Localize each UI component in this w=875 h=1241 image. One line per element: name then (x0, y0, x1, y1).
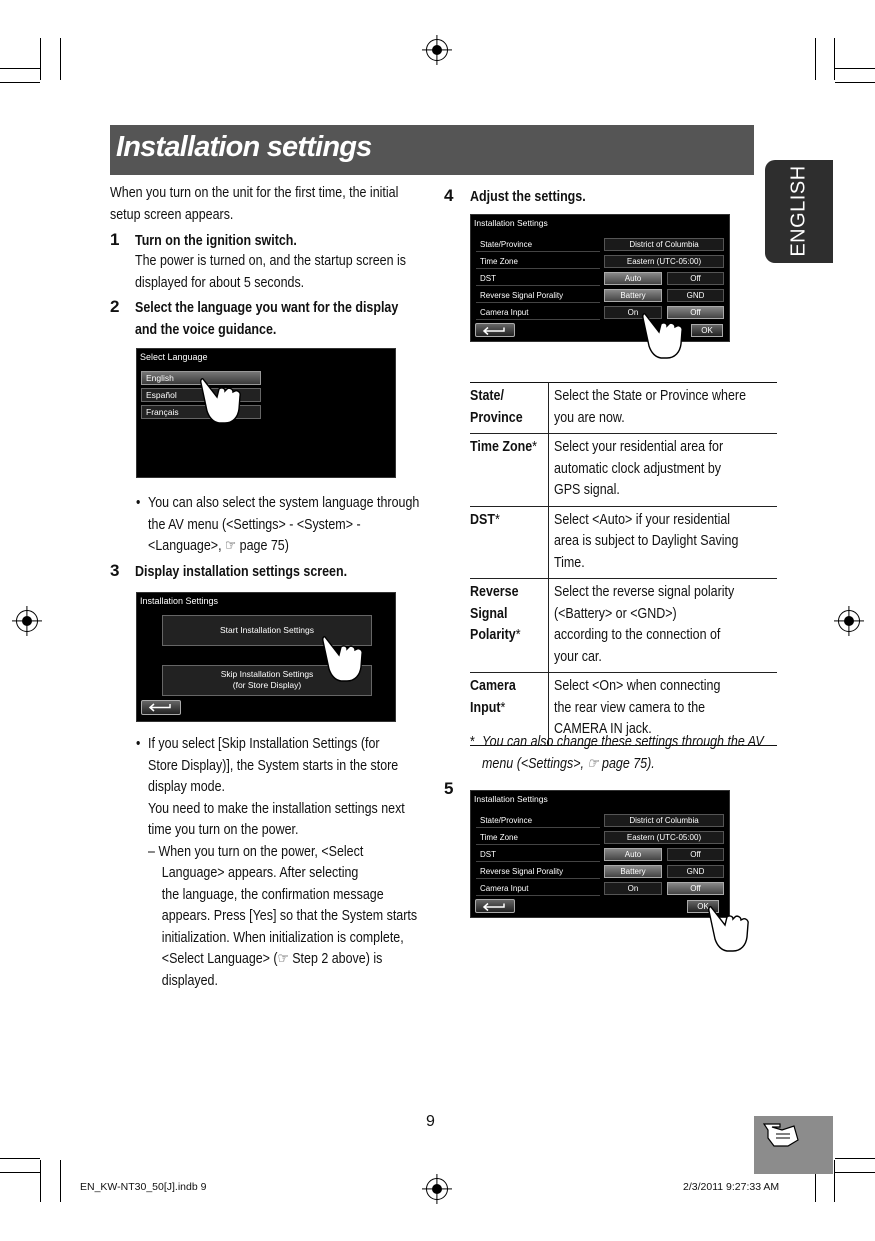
back-button[interactable] (475, 323, 515, 337)
back-arrow-icon (142, 701, 180, 714)
crop-mark (0, 82, 40, 83)
language-option[interactable]: Français (141, 405, 261, 419)
hand-pointer-icon (705, 903, 753, 953)
back-arrow-icon (476, 325, 514, 337)
table-desc: Select <On> when connecting the rear view camera to the CAMERA IN jack. (548, 673, 777, 746)
settings-table (470, 382, 777, 746)
table-desc: Select <Auto> if your residential area is subject to Daylight Saving Time. (548, 506, 777, 579)
crop-mark (60, 1160, 61, 1202)
hand-pointer-icon (197, 375, 245, 425)
step-title: Adjust the settings. (470, 189, 586, 205)
step-number: 5 (444, 779, 454, 798)
settings-screen (470, 214, 730, 342)
table-key: Camera Input* (470, 673, 548, 746)
language-tab (765, 160, 833, 263)
step-number: 4 (444, 186, 454, 205)
registration-mark-icon (426, 1178, 448, 1200)
skip-installation-button[interactable]: Skip Installation Settings (for Store Display) (162, 665, 372, 696)
ok-button[interactable]: OK (691, 324, 723, 337)
table-key: State/ Province (470, 383, 548, 434)
crop-mark (835, 82, 875, 83)
install-start-screen (136, 592, 396, 722)
screen-title: Installation Settings (474, 218, 548, 228)
camera-off-option[interactable]: Off (667, 306, 724, 319)
footer-timestamp: 2/3/2011 9:27:33 AM (683, 1181, 780, 1193)
page-number: 9 (426, 1113, 435, 1130)
table-key: Reverse Signal Polarity* (470, 579, 548, 673)
state-province-value[interactable]: District of Columbia (604, 814, 724, 827)
crop-mark (835, 1158, 875, 1159)
crop-mark (40, 1160, 41, 1202)
setting-row-label: Camera Input (476, 882, 600, 896)
dst-auto-option[interactable]: Auto (604, 272, 662, 285)
setting-row-label: DST (476, 272, 600, 286)
table-key: DST* (470, 506, 548, 579)
setting-row-label: State/Province (476, 238, 600, 252)
page-title-bar (110, 125, 754, 175)
back-arrow-icon (476, 901, 514, 913)
setting-row-label: Time Zone (476, 255, 600, 269)
camera-on-option[interactable]: On (604, 882, 662, 895)
bullet-list: • You can also select the system language through the AV menu (<Settings> - <System> - <Language>, ☞ page 75) (136, 495, 420, 554)
camera-on-option[interactable]: On (604, 306, 662, 319)
back-button[interactable] (475, 899, 515, 913)
crop-mark (0, 68, 40, 69)
bullet-list: • If you select [Skip Installation Settings (for Store Display)], the System starts in the store display mode. You need to make the installation settings next time you turn on the power. – When you turn on the power, <Select Language> appears. After selecting the language, the confirmation message appears. Press [Yes] so that the System starts initialization. When initialization is complete, <Select Language> (☞ Step 2 above) is displayed. (136, 736, 418, 989)
polarity-battery-option[interactable]: Battery (604, 289, 662, 302)
language-option[interactable]: English (141, 371, 261, 385)
crop-mark (834, 38, 835, 80)
screen-title: Select Language (140, 352, 208, 362)
time-zone-value[interactable]: Eastern (UTC-05:00) (604, 831, 724, 844)
polarity-gnd-option[interactable]: GND (667, 289, 724, 302)
setting-row-label: Camera Input (476, 306, 600, 320)
step-title: Display installation settings screen. (135, 564, 348, 580)
settings-screen (470, 790, 730, 918)
dst-auto-option[interactable]: Auto (604, 848, 662, 861)
crop-mark (40, 38, 41, 80)
crop-mark (835, 68, 875, 69)
crop-mark (0, 1158, 40, 1159)
step-number: 1 (110, 230, 120, 249)
table-desc: Select the reverse signal polarity (<Battery> or <GND>) according to the connection of your car. (548, 579, 777, 673)
crop-mark (815, 38, 816, 80)
setting-row-label: DST (476, 848, 600, 862)
language-option[interactable]: Español (141, 388, 261, 402)
state-province-value[interactable]: District of Columbia (604, 238, 724, 251)
polarity-battery-option[interactable]: Battery (604, 865, 662, 878)
table-row (470, 579, 777, 673)
table-row (470, 506, 777, 579)
crop-mark (835, 1172, 875, 1173)
start-installation-button[interactable]: Start Installation Settings (162, 615, 372, 646)
step-number: 2 (110, 297, 120, 316)
polarity-gnd-option[interactable]: GND (667, 865, 724, 878)
table-desc: Select the State or Province where you are now. (548, 383, 777, 434)
page-turn-hand-icon (760, 1120, 802, 1150)
footer-file-info: EN_KW-NT30_50[J].indb 9 (80, 1181, 207, 1193)
language-tab-label: ENGLISH (787, 165, 810, 257)
registration-mark-icon (426, 39, 448, 61)
page-corner-tab[interactable] (754, 1116, 833, 1174)
step-body: The power is turned on, and the startup screen is displayed for about 5 seconds. (135, 253, 407, 291)
setting-row-label: State/Province (476, 814, 600, 828)
table-row (470, 383, 777, 434)
step-title: Turn on the ignition switch. (135, 233, 297, 249)
screen-title: Installation Settings (474, 794, 548, 804)
screen-title: Installation Settings (140, 596, 219, 606)
step-number: 3 (110, 561, 120, 580)
time-zone-value[interactable]: Eastern (UTC-05:00) (604, 255, 724, 268)
crop-mark (0, 1172, 40, 1173)
footnote: * You can also change these settings through the AV menu (<Settings>, ☞ page 75). (470, 734, 764, 772)
intro-text: When you turn on the unit for the first time, the initial setup screen appears. (110, 185, 399, 223)
back-button[interactable] (141, 700, 181, 715)
page-title: Installation settings (116, 131, 372, 163)
setting-row-label: Reverse Signal Porality (476, 289, 600, 303)
registration-mark-icon (838, 610, 860, 632)
table-row (470, 434, 777, 507)
language-screen (136, 348, 396, 478)
dst-off-option[interactable]: Off (667, 272, 724, 285)
ok-button[interactable]: OK (687, 900, 719, 913)
step-title: Select the language you want for the display and the voice guidance. (135, 300, 399, 338)
dst-off-option[interactable]: Off (667, 848, 724, 861)
setting-row-label: Time Zone (476, 831, 600, 845)
camera-off-option[interactable]: Off (667, 882, 724, 895)
crop-mark (834, 1160, 835, 1202)
crop-mark (60, 38, 61, 80)
table-key: Time Zone* (470, 434, 548, 507)
setting-row-label: Reverse Signal Porality (476, 865, 600, 879)
registration-mark-icon (16, 610, 38, 632)
hand-pointer-icon (639, 310, 687, 360)
hand-pointer-icon (319, 633, 367, 683)
table-desc: Select your residential area for automatic clock adjustment by GPS signal. (548, 434, 777, 507)
